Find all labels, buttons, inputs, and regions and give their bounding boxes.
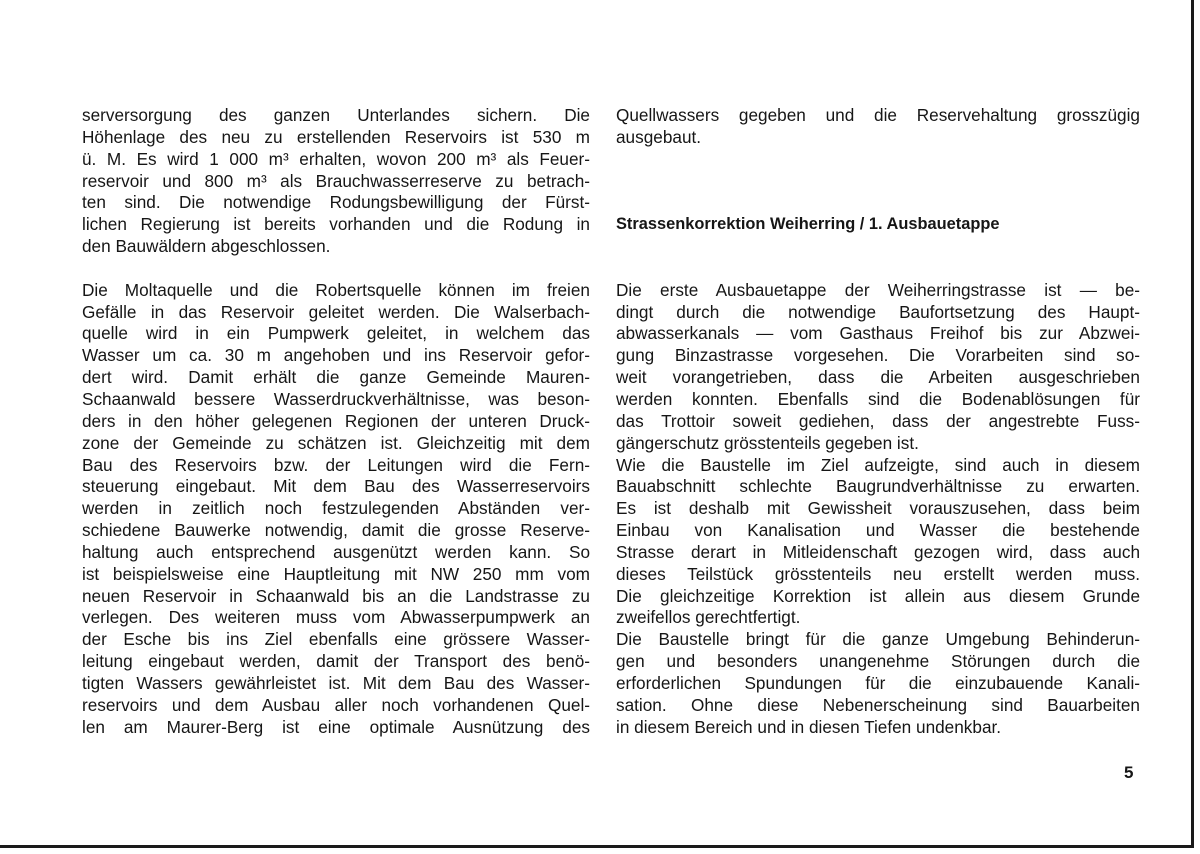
text-line: Quellwassers gegeben und die Reservehaltung grosszügig <box>616 105 1140 125</box>
text-line: Die erste Ausbauetappe der Weiherringstrasse ist — be- <box>616 279 1140 300</box>
text-line: sation. Ohne diese Nebenerscheinung sind Bauarbeiten <box>616 694 1140 715</box>
text-line: Die gleichzeitige Korrektion ist allein aus diesem Grunde <box>616 585 1140 606</box>
text-line: in diesem Bereich und in diesen Tiefen undenkbar. <box>616 716 1002 737</box>
text-line: gen und besonders unangenehme Störungen durch die <box>616 651 1140 672</box>
text-line: schiedene Bauwerke notwendig, damit die grosse Reserve- <box>82 520 590 541</box>
text-line: tigten Wassers gewährleistet ist. Mit dem Bau des Wasser- <box>82 672 590 693</box>
text-line: den Bauwäldern abgeschlossen. <box>82 236 331 257</box>
text-line: weit vorangetrieben, dass die Arbeiten ausgeschrieben <box>616 367 1140 388</box>
text-line: ausgebaut. <box>616 126 702 147</box>
text-line: Wie die Baustelle im Ziel aufzeigte, sind auch in diesem <box>616 454 1140 475</box>
text-line: Bau des Reservoirs bzw. der Leitungen wird die Fern- <box>82 454 590 475</box>
text-line: reservoir und 800 m³ als Brauchwasserreserve zu betrach- <box>82 170 590 191</box>
text-line: Schaanwald bessere Wasserdruckverhältnisse, was beson- <box>82 388 590 409</box>
text-line: ten sind. Die notwendige Rodungsbewilligung der Fürst- <box>82 192 590 213</box>
text-line: der Esche bis ins Ziel ebenfalls eine grössere Wasser- <box>82 629 590 650</box>
paragraph-spring-water <box>616 105 1140 149</box>
text-line: Wasser um ca. 30 m angehoben und ins Reservoir gefor- <box>82 345 590 366</box>
left-column <box>82 105 590 738</box>
text-line: Die Baustelle bringt für die ganze Umgebung Behinderun- <box>616 629 1140 650</box>
text-line: zone der Gemeinde zu schätzen ist. Gleichzeitig mit dem <box>82 432 590 453</box>
right-column <box>616 105 1140 738</box>
text-line: Bauabschnitt schlechte Baugrundverhältnisse zu erwarten. <box>616 476 1140 497</box>
text-line: reservoirs und dem Ausbau aller noch vorhandenen Quel- <box>82 694 590 715</box>
paragraph-water-supply <box>82 105 590 258</box>
text-line: dieses Teilstück grösstenteils neu erstellt werden muss. <box>616 563 1140 584</box>
text-line: werden konnten. Ebenfalls sind die Bodenablösungen für <box>616 388 1140 409</box>
text-line: werden in zeitlich noch festzulegenden Abständen ver- <box>82 498 590 519</box>
text-line: ü. M. Es wird 1 000 m³ erhalten, wovon 200 m³ als Feuer- <box>82 148 590 169</box>
text-line: Höhenlage des neu zu erstellenden Reservoirs ist 530 m <box>82 126 590 147</box>
paragraph-road-correction <box>616 280 1140 739</box>
text-line: steuerung eingebaut. Mit dem Bau des Wasserreservoirs <box>82 476 590 497</box>
text-line: Strasse derart in Mitleidenschaft gezogen wird, dass auch <box>616 541 1140 562</box>
text-line: ders in den höher gelegenen Regionen der unteren Druck- <box>82 410 590 431</box>
text-line: erforderlichen Spundungen für die einzubauende Kanali- <box>616 672 1140 693</box>
text-line: haltung auch entsprechend ausgenützt werden kann. So <box>82 541 590 562</box>
text-line: abwasserkanals — vom Gasthaus Freihof bis zur Abzwei- <box>616 323 1140 344</box>
text-line: leitung eingebaut werden, damit der Transport des benö- <box>82 651 590 672</box>
text-line: Es ist deshalb mit Gewissheit vorauszusehen, dass beim <box>616 498 1140 519</box>
text-line: gängerschutz grösstenteils gegeben ist. <box>616 432 919 453</box>
text-line: quelle wird in ein Pumpwerk geleitet, in welchem das <box>82 323 590 344</box>
text-line: len am Maurer-Berg ist eine optimale Ausnützung des <box>82 716 590 737</box>
text-line: lichen Regierung ist bereits vorhanden und die Rodung in <box>82 214 590 235</box>
text-line: zweifellos gerechtfertigt. <box>616 607 801 628</box>
page-number: 5 <box>1124 763 1134 782</box>
text-line: Einbau von Kanalisation und Wasser die bestehende <box>616 520 1140 541</box>
text-line: dingt durch die notwendige Baufortsetzung des Haupt- <box>616 301 1140 322</box>
section-heading: Strassenkorrektion Weiherring / 1. Ausbauetappe <box>616 215 1000 234</box>
text-line: das Trottoir soweit gediehen, dass der angestrebte Fuss- <box>616 410 1140 431</box>
text-line: Die Moltaquelle und die Robertsquelle können im freien <box>82 279 590 300</box>
text-line: neuen Reservoir in Schaanwald bis an die Landstrasse zu <box>82 585 590 606</box>
text-line: ist beispielsweise eine Hauptleitung mit NW 250 mm vom <box>82 563 590 584</box>
text-line: gung Binzastrasse vorgesehen. Die Vorarbeiten sind so- <box>616 345 1140 366</box>
text-line: verlegen. Des weiteren muss vom Abwasserpumpwerk an <box>82 607 590 628</box>
text-line: serversorgung des ganzen Unterlandes sichern. Die <box>82 105 590 125</box>
text-line: Gefälle in das Reservoir geleitet werden. Die Walserbach- <box>82 301 590 322</box>
text-line: dert wird. Damit erhält die ganze Gemeinde Mauren- <box>82 367 590 388</box>
paragraph-springs <box>82 280 590 739</box>
